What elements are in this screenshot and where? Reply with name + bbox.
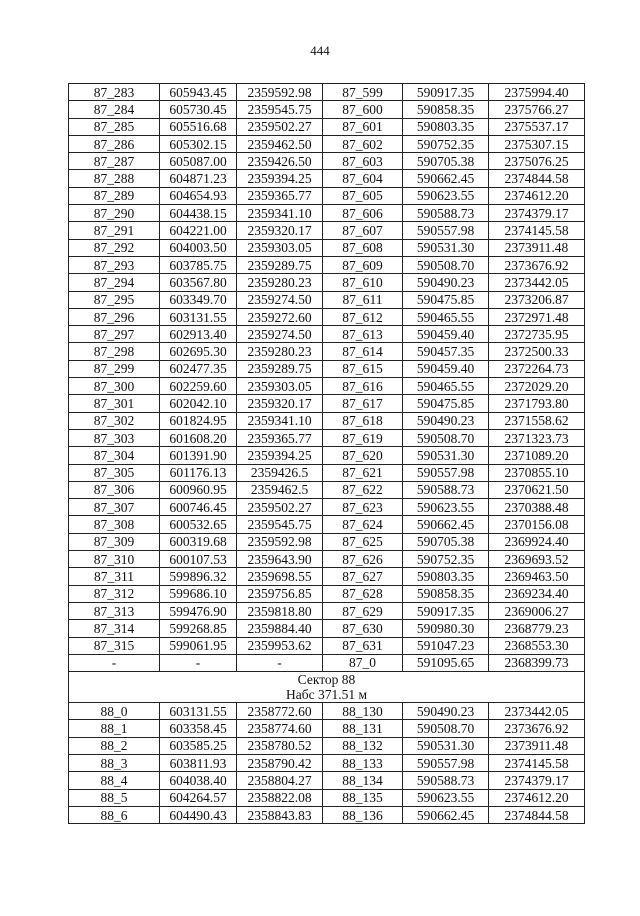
point-id-left-cell: 88_6 [69, 806, 160, 823]
x-right-cell: 590465.55 [403, 378, 489, 395]
x-right-cell: 590752.35 [403, 551, 489, 568]
point-id-right-cell: 87_607 [323, 222, 403, 239]
point-id-left-cell: 87_294 [69, 274, 160, 291]
x-right-cell: 590705.38 [403, 153, 489, 170]
table-row [69, 720, 585, 737]
table-row [69, 153, 585, 170]
x-right-cell: 590531.30 [403, 239, 489, 256]
point-id-right-cell: 87_0 [323, 654, 403, 671]
point-id-right-cell: 88_135 [323, 789, 403, 806]
y-left-cell: 2359320.17 [237, 395, 323, 412]
point-id-left-cell: 87_287 [69, 153, 160, 170]
x-left-cell: 603785.75 [160, 256, 237, 273]
table-row [69, 239, 585, 256]
y-right-cell: 2373911.48 [489, 737, 585, 754]
point-id-right-cell: 87_631 [323, 637, 403, 654]
x-left-cell: 605516.68 [160, 118, 237, 135]
y-left-cell: 2359462.5 [237, 481, 323, 498]
y-left-cell: 2359272.60 [237, 308, 323, 325]
y-right-cell: 2374145.58 [489, 754, 585, 771]
y-right-cell: 2374612.20 [489, 789, 585, 806]
x-left-cell: 602042.10 [160, 395, 237, 412]
table-row [69, 703, 585, 720]
table-row [69, 118, 585, 135]
x-left-cell: 602695.30 [160, 343, 237, 360]
x-left-cell: 604038.40 [160, 772, 237, 789]
y-right-cell: 2368553.30 [489, 637, 585, 654]
y-right-cell: 2373442.05 [489, 703, 585, 720]
y-left-cell: 2358790.42 [237, 754, 323, 771]
table-row [69, 806, 585, 823]
y-right-cell: 2374145.58 [489, 222, 585, 239]
x-right-cell: 590623.55 [403, 789, 489, 806]
point-id-left-cell: 87_306 [69, 481, 160, 498]
y-right-cell: 2374379.17 [489, 205, 585, 222]
y-right-cell: 2373442.05 [489, 274, 585, 291]
y-right-cell: 2375766.27 [489, 101, 585, 118]
point-id-right-cell: 88_131 [323, 720, 403, 737]
x-right-cell: 590475.85 [403, 291, 489, 308]
point-id-right-cell: 87_617 [323, 395, 403, 412]
point-id-right-cell: 87_611 [323, 291, 403, 308]
y-left-cell: 2359394.25 [237, 447, 323, 464]
x-left-cell: 603585.25 [160, 737, 237, 754]
x-right-cell: 590475.85 [403, 395, 489, 412]
y-left-cell: 2359592.98 [237, 84, 323, 101]
x-left-cell: 605943.45 [160, 84, 237, 101]
x-left-cell: 602259.60 [160, 378, 237, 395]
point-id-right-cell: 87_618 [323, 412, 403, 429]
point-id-right-cell: 88_136 [323, 806, 403, 823]
table-row [69, 447, 585, 464]
x-left-cell: 604221.00 [160, 222, 237, 239]
x-left-cell: 600746.45 [160, 499, 237, 516]
point-id-left-cell: 87_305 [69, 464, 160, 481]
x-left-cell: 603131.55 [160, 703, 237, 720]
y-left-cell: 2358843.83 [237, 806, 323, 823]
point-id-right-cell: 87_599 [323, 84, 403, 101]
x-right-cell: 590508.70 [403, 429, 489, 446]
x-right-cell: 590588.73 [403, 772, 489, 789]
point-id-right-cell: 88_134 [323, 772, 403, 789]
table-row [69, 412, 585, 429]
table-row [69, 291, 585, 308]
y-right-cell: 2373911.48 [489, 239, 585, 256]
y-left-cell: 2359365.77 [237, 187, 323, 204]
point-id-left-cell: 87_309 [69, 533, 160, 550]
table-row [69, 568, 585, 585]
point-id-left-cell: 88_5 [69, 789, 160, 806]
x-right-cell: 590752.35 [403, 135, 489, 152]
y-right-cell: 2371323.73 [489, 429, 585, 446]
y-left-cell: 2359280.23 [237, 343, 323, 360]
y-right-cell: 2372500.33 [489, 343, 585, 360]
x-left-cell: 600532.65 [160, 516, 237, 533]
point-id-right-cell: 87_627 [323, 568, 403, 585]
sector-title: Сектор 88 [297, 672, 356, 688]
point-id-left-cell: 87_311 [69, 568, 160, 585]
table-row [69, 326, 585, 343]
y-left-cell: 2358804.27 [237, 772, 323, 789]
x-right-cell: 590557.98 [403, 222, 489, 239]
point-id-left-cell: 88_4 [69, 772, 160, 789]
y-right-cell: 2371793.80 [489, 395, 585, 412]
point-id-left-cell: 88_3 [69, 754, 160, 771]
y-right-cell: 2373676.92 [489, 256, 585, 273]
x-right-cell: 590858.35 [403, 101, 489, 118]
y-left-cell: 2359698.55 [237, 568, 323, 585]
x-left-cell: 604871.23 [160, 170, 237, 187]
x-right-cell: 591047.23 [403, 637, 489, 654]
y-right-cell: 2369693.52 [489, 551, 585, 568]
y-right-cell: 2369463.50 [489, 568, 585, 585]
x-left-cell: 600107.53 [160, 551, 237, 568]
point-id-left-cell: 87_307 [69, 499, 160, 516]
table-row [69, 395, 585, 412]
point-id-right-cell: 87_625 [323, 533, 403, 550]
point-id-right-cell: 87_628 [323, 585, 403, 602]
y-right-cell: 2375076.25 [489, 153, 585, 170]
x-right-cell: 590508.70 [403, 256, 489, 273]
y-right-cell: 2369924.40 [489, 533, 585, 550]
x-left-cell: 604654.93 [160, 187, 237, 204]
point-id-right-cell: 87_615 [323, 360, 403, 377]
x-right-cell: 590531.30 [403, 447, 489, 464]
y-left-cell: 2358822.08 [237, 789, 323, 806]
point-id-left-cell: 88_2 [69, 737, 160, 754]
y-left-cell: - [237, 654, 323, 671]
point-id-right-cell: 87_620 [323, 447, 403, 464]
table-row [69, 602, 585, 619]
point-id-left-cell: 87_303 [69, 429, 160, 446]
table-row [69, 378, 585, 395]
y-left-cell: 2359280.23 [237, 274, 323, 291]
x-right-cell: 590588.73 [403, 205, 489, 222]
table-row [69, 256, 585, 273]
table-row [69, 772, 585, 789]
y-left-cell: 2359502.27 [237, 499, 323, 516]
y-right-cell: 2372735.95 [489, 326, 585, 343]
coordinates-table [68, 83, 585, 824]
point-id-left-cell: 87_298 [69, 343, 160, 360]
table-row [69, 222, 585, 239]
y-right-cell: 2372264.73 [489, 360, 585, 377]
x-left-cell: 604003.50 [160, 239, 237, 256]
sector-header-row [69, 672, 585, 703]
point-id-right-cell: 87_610 [323, 274, 403, 291]
point-id-left-cell: 87_285 [69, 118, 160, 135]
table-row [69, 481, 585, 498]
table-row [69, 654, 585, 671]
point-id-left-cell: 87_300 [69, 378, 160, 395]
x-left-cell: 605730.45 [160, 101, 237, 118]
y-left-cell: 2359303.05 [237, 239, 323, 256]
point-id-left-cell: 87_301 [69, 395, 160, 412]
table-row [69, 551, 585, 568]
point-id-left-cell: 87_286 [69, 135, 160, 152]
point-id-left-cell: 88_0 [69, 703, 160, 720]
point-id-right-cell: 87_630 [323, 620, 403, 637]
x-right-cell: 590858.35 [403, 585, 489, 602]
table-row [69, 637, 585, 654]
point-id-left-cell: 87_308 [69, 516, 160, 533]
x-right-cell: 590465.55 [403, 308, 489, 325]
y-left-cell: 2359592.98 [237, 533, 323, 550]
point-id-right-cell: 87_603 [323, 153, 403, 170]
x-left-cell: 602477.35 [160, 360, 237, 377]
point-id-right-cell: 87_612 [323, 308, 403, 325]
y-left-cell: 2359643.90 [237, 551, 323, 568]
point-id-right-cell: 87_629 [323, 602, 403, 619]
table-row [69, 585, 585, 602]
table-row [69, 429, 585, 446]
x-right-cell: 590557.98 [403, 754, 489, 771]
point-id-left-cell: 88_1 [69, 720, 160, 737]
table-row [69, 533, 585, 550]
x-right-cell: 590980.30 [403, 620, 489, 637]
y-left-cell: 2359953.62 [237, 637, 323, 654]
point-id-left-cell: 87_312 [69, 585, 160, 602]
y-right-cell: 2372971.48 [489, 308, 585, 325]
table-row [69, 516, 585, 533]
y-left-cell: 2359341.10 [237, 412, 323, 429]
x-left-cell: 601176.13 [160, 464, 237, 481]
x-right-cell: 590490.23 [403, 274, 489, 291]
x-left-cell: 605087.00 [160, 153, 237, 170]
y-right-cell: 2369006.27 [489, 602, 585, 619]
point-id-left-cell: 87_302 [69, 412, 160, 429]
table-row [69, 101, 585, 118]
table-row [69, 308, 585, 325]
y-right-cell: 2370156.08 [489, 516, 585, 533]
point-id-left-cell: 87_299 [69, 360, 160, 377]
point-id-left-cell: 87_310 [69, 551, 160, 568]
y-left-cell: 2358780.52 [237, 737, 323, 754]
x-left-cell: 604438.15 [160, 205, 237, 222]
x-right-cell: 590917.35 [403, 84, 489, 101]
point-id-right-cell: 87_623 [323, 499, 403, 516]
y-left-cell: 2359426.50 [237, 153, 323, 170]
point-id-left-cell: 87_288 [69, 170, 160, 187]
y-right-cell: 2375994.40 [489, 84, 585, 101]
x-right-cell: 590490.23 [403, 703, 489, 720]
table-row [69, 84, 585, 101]
table-row [69, 187, 585, 204]
point-id-left-cell: 87_296 [69, 308, 160, 325]
y-left-cell: 2359303.05 [237, 378, 323, 395]
x-left-cell: 600960.95 [160, 481, 237, 498]
table-row [69, 135, 585, 152]
point-id-right-cell: 87_609 [323, 256, 403, 273]
y-right-cell: 2375307.15 [489, 135, 585, 152]
x-right-cell: 590917.35 [403, 602, 489, 619]
x-left-cell: 603811.93 [160, 754, 237, 771]
x-right-cell: 590588.73 [403, 481, 489, 498]
point-id-right-cell: 87_619 [323, 429, 403, 446]
y-right-cell: 2368779.23 [489, 620, 585, 637]
y-left-cell: 2359426.5 [237, 464, 323, 481]
table-row [69, 343, 585, 360]
x-right-cell: 590623.55 [403, 187, 489, 204]
x-right-cell: 590803.35 [403, 568, 489, 585]
y-left-cell: 2359289.75 [237, 360, 323, 377]
x-left-cell: 603358.45 [160, 720, 237, 737]
y-right-cell: 2368399.73 [489, 654, 585, 671]
point-id-left-cell: 87_315 [69, 637, 160, 654]
x-left-cell: 605302.15 [160, 135, 237, 152]
point-id-left-cell: 87_292 [69, 239, 160, 256]
point-id-right-cell: 87_614 [323, 343, 403, 360]
y-right-cell: 2374844.58 [489, 170, 585, 187]
x-left-cell: 599896.32 [160, 568, 237, 585]
table-row [69, 620, 585, 637]
x-right-cell: 590459.40 [403, 360, 489, 377]
point-id-left-cell: 87_291 [69, 222, 160, 239]
x-left-cell: 599061.95 [160, 637, 237, 654]
y-right-cell: 2372029.20 [489, 378, 585, 395]
point-id-left-cell: 87_284 [69, 101, 160, 118]
point-id-right-cell: 88_132 [323, 737, 403, 754]
y-left-cell: 2358774.60 [237, 720, 323, 737]
x-left-cell: 604490.43 [160, 806, 237, 823]
page-number: 444 [310, 43, 330, 58]
x-left-cell: 604264.57 [160, 789, 237, 806]
table-row [69, 205, 585, 222]
x-left-cell: 601824.95 [160, 412, 237, 429]
table-row [69, 360, 585, 377]
point-id-left-cell: 87_293 [69, 256, 160, 273]
table-row [69, 464, 585, 481]
point-id-left-cell: 87_290 [69, 205, 160, 222]
y-right-cell: 2371089.20 [489, 447, 585, 464]
y-left-cell: 2359884.40 [237, 620, 323, 637]
x-left-cell: 602913.40 [160, 326, 237, 343]
point-id-right-cell: 87_621 [323, 464, 403, 481]
x-left-cell: 603131.55 [160, 308, 237, 325]
y-left-cell: 2359394.25 [237, 170, 323, 187]
point-id-left-cell: 87_304 [69, 447, 160, 464]
x-right-cell: 590803.35 [403, 118, 489, 135]
point-id-right-cell: 87_605 [323, 187, 403, 204]
x-right-cell: 590705.38 [403, 533, 489, 550]
x-right-cell: 590457.35 [403, 343, 489, 360]
point-id-left-cell: - [69, 654, 160, 671]
point-id-right-cell: 87_601 [323, 118, 403, 135]
point-id-right-cell: 87_626 [323, 551, 403, 568]
x-right-cell: 590508.70 [403, 720, 489, 737]
y-left-cell: 2359462.50 [237, 135, 323, 152]
point-id-left-cell: 87_289 [69, 187, 160, 204]
y-right-cell: 2373676.92 [489, 720, 585, 737]
point-id-right-cell: 87_613 [323, 326, 403, 343]
point-id-right-cell: 87_602 [323, 135, 403, 152]
x-left-cell: 603349.70 [160, 291, 237, 308]
table-row [69, 499, 585, 516]
y-right-cell: 2374844.58 [489, 806, 585, 823]
x-right-cell: 590490.23 [403, 412, 489, 429]
y-left-cell: 2359502.27 [237, 118, 323, 135]
y-right-cell: 2374612.20 [489, 187, 585, 204]
y-left-cell: 2359274.50 [237, 326, 323, 343]
y-left-cell: 2359289.75 [237, 256, 323, 273]
point-id-right-cell: 87_622 [323, 481, 403, 498]
y-left-cell: 2359320.17 [237, 222, 323, 239]
y-right-cell: 2375537.17 [489, 118, 585, 135]
point-id-right-cell: 87_600 [323, 101, 403, 118]
y-right-cell: 2374379.17 [489, 772, 585, 789]
x-left-cell: - [160, 654, 237, 671]
point-id-right-cell: 87_606 [323, 205, 403, 222]
point-id-left-cell: 87_297 [69, 326, 160, 343]
x-left-cell: 599476.90 [160, 602, 237, 619]
point-id-left-cell: 87_313 [69, 602, 160, 619]
x-left-cell: 601391.90 [160, 447, 237, 464]
point-id-left-cell: 87_295 [69, 291, 160, 308]
point-id-right-cell: 88_133 [323, 754, 403, 771]
sector-header [69, 672, 585, 703]
y-right-cell: 2369234.40 [489, 585, 585, 602]
x-right-cell: 590459.40 [403, 326, 489, 343]
y-right-cell: 2370855.10 [489, 464, 585, 481]
x-right-cell: 591095.65 [403, 654, 489, 671]
y-left-cell: 2358772.60 [237, 703, 323, 720]
y-left-cell: 2359756.85 [237, 585, 323, 602]
x-right-cell: 590662.45 [403, 806, 489, 823]
point-id-right-cell: 87_624 [323, 516, 403, 533]
y-right-cell: 2373206.87 [489, 291, 585, 308]
x-left-cell: 600319.68 [160, 533, 237, 550]
table-row [69, 789, 585, 806]
x-right-cell: 590662.45 [403, 170, 489, 187]
point-id-right-cell: 88_130 [323, 703, 403, 720]
table-row [69, 170, 585, 187]
x-left-cell: 603567.80 [160, 274, 237, 291]
x-left-cell: 599268.85 [160, 620, 237, 637]
x-right-cell: 590662.45 [403, 516, 489, 533]
point-id-right-cell: 87_616 [323, 378, 403, 395]
y-left-cell: 2359274.50 [237, 291, 323, 308]
x-right-cell: 590557.98 [403, 464, 489, 481]
y-right-cell: 2370621.50 [489, 481, 585, 498]
x-left-cell: 601608.20 [160, 429, 237, 446]
table-row [69, 274, 585, 291]
table-row [69, 737, 585, 754]
point-id-left-cell: 87_314 [69, 620, 160, 637]
y-left-cell: 2359545.75 [237, 101, 323, 118]
y-left-cell: 2359818.80 [237, 602, 323, 619]
point-id-right-cell: 87_608 [323, 239, 403, 256]
y-right-cell: 2370388.48 [489, 499, 585, 516]
point-id-right-cell: 87_604 [323, 170, 403, 187]
table-row [69, 754, 585, 771]
y-right-cell: 2371558.62 [489, 412, 585, 429]
y-left-cell: 2359341.10 [237, 205, 323, 222]
x-right-cell: 590531.30 [403, 737, 489, 754]
x-left-cell: 599686.10 [160, 585, 237, 602]
y-left-cell: 2359365.77 [237, 429, 323, 446]
point-id-left-cell: 87_283 [69, 84, 160, 101]
sector-height: Набс 371.51 м [285, 687, 368, 703]
x-right-cell: 590623.55 [403, 499, 489, 516]
y-left-cell: 2359545.75 [237, 516, 323, 533]
